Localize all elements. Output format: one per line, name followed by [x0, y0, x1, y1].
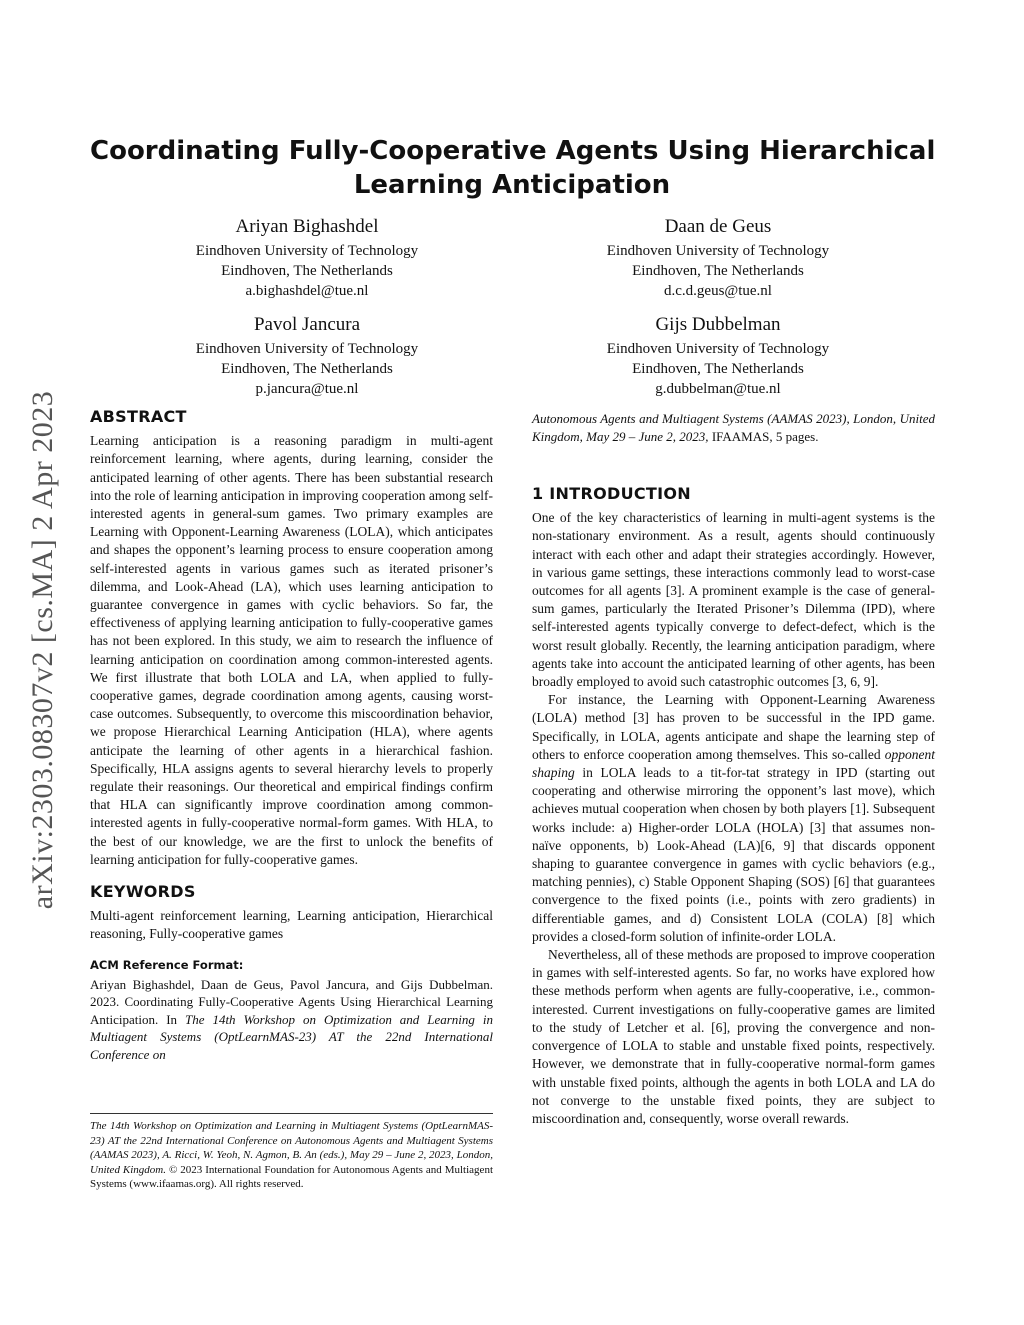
- footnote-divider: [90, 1113, 493, 1114]
- title-line-1: Coordinating Fully-Cooperative Agents Using Hierarchical: [90, 136, 936, 166]
- abstract-text: Learning anticipation is a reasoning paradigm in multi-agent reinforcement learning, where agents, during learning, consider the anticipated learning of other agents. There has been substantial research into the role of learning anticipation in improving cooperation among self-interested agents in general-sum games. Two primary examples are Learning with Opponent-Learning Awareness (LOLA), which anticipates and shapes the opponent’s learning process to ensure cooperation among self-interested agents in various games such as iterated prisoner’s dilemma, and Look-Ahead (LA), which uses learning anticipation to guarantee convergence in games with cyclic behaviors. So far, the effectiveness of applying learning anticipation to fully-cooperative games has not been explored. In this study, we aim to research the influence of learning anticipation on coordination among common-interested agents. We first illustrate that both LOLA and LA, when applied to fully-cooperative games, degrade coordination among agents, causing worst-case outcomes. Subsequently, to overcome this miscoordination behavior, we propose Hierarchical Learning Anticipation (HLA), where agents anticipate the learning of other agents in a hierarchical fashion. Specifically, HLA assigns agents to several hierarchy levels to properly regulate their reasonings. Our theoretical and empirical findings confirm that HLA can significantly improve coordination among common-interested agents in fully-cooperative normal-form games. With HLA, to the best of our knowledge, we are the first to unlock the benefits of learning anticipation for fully-cooperative games.: [90, 433, 493, 867]
- intro-p2-emphasis: opponent shaping: [532, 746, 935, 781]
- author-name: Ariyan Bighashdel: [235, 216, 379, 237]
- conference-note-venue: Autonomous Agents and Multiagent Systems (AAMAS 2023), London, United Kingdom, May 29 – June 2, 2023,: [532, 411, 935, 444]
- author-block-3: [147, 313, 467, 399]
- author-location: Eindhoven, The Netherlands: [632, 361, 804, 377]
- author-location: Eindhoven, The Netherlands: [221, 263, 393, 279]
- footnote-copyright: © 2023 International Foundation for Autonomous Agents and Multiagent Systems (www.ifaamas.org). All rights reserved.: [90, 1163, 493, 1190]
- author-block-2: [558, 215, 878, 301]
- author-email: p.jancura@tue.nl: [255, 381, 359, 397]
- author-email: g.dubbelman@tue.nl: [655, 381, 781, 397]
- abstract-heading: ABSTRACT: [90, 407, 187, 426]
- intro-paragraph-3: Nevertheless, all of these methods are proposed to improve cooperation in games with self-interested agents. So far, no works have explored how these methods perform when agents are fully-cooperative, i.e., common-interested. Current investigations on fully-cooperative games are limited to the study of Letcher et al. [6], proving the convergence and non-convergence of LOLA to stable and unstable fixed points, respectively. However, we demonstrate that in fully-cooperative normal-form games with unstable fixed points, although the agents in both LOLA and LA do not converge to the unstable fixed points, they are subject to miscoordination and, consequently, worse overall rewards.: [532, 947, 935, 1126]
- acm-reference-label: ACM Reference Format:: [90, 957, 244, 972]
- author-affiliation: Eindhoven University of Technology: [606, 243, 830, 259]
- author-location: Eindhoven, The Netherlands: [221, 361, 393, 377]
- introduction-heading: 1 INTRODUCTION: [532, 484, 691, 503]
- author-email: d.c.d.geus@tue.nl: [664, 283, 772, 299]
- keywords-section: [90, 883, 493, 944]
- author-location: Eindhoven, The Netherlands: [632, 263, 804, 279]
- author-block-1: [147, 215, 467, 301]
- author-affiliation: Eindhoven University of Technology: [606, 341, 830, 357]
- author-name: Gijs Dubbelman: [655, 314, 781, 335]
- right-column: [532, 410, 935, 1128]
- intro-p2-end: in LOLA leads to a tit-for-tat strategy in IPD (starting out cooperating and otherwise mirroring the opponent’s last move), which achieves mutual cooperation when chosen by both players [1]. Subsequent works include: a) Higher-order LOLA (HOLA) [3] that assumes non-naïve opponents, b) Look-Ahead (LA)[6, 9] that discards opponent shaping to guarantee convergence in games with cyclic behaviors (e.g., matching pennies), c) Stable Opponent Shaping (SOS) [6] that guarantees convergence to the fixed points (i.e., points with zero gradients) in differentiable games, and d) Consistent LOLA (COLA) [8] which provides a closed-form solution of infinite-order LOLA.: [532, 765, 935, 944]
- intro-paragraph-2: [532, 691, 935, 946]
- keywords-heading: KEYWORDS: [90, 882, 196, 902]
- author-affiliation: Eindhoven University of Technology: [195, 341, 419, 357]
- conference-note: [532, 410, 935, 445]
- acm-reference-plain: Ariyan Bighashdel, Daan de Geus, Pavol Jancura, and Gijs Dubbelman. 2023. Coordinating Fully-Cooperative Agents Using Hierarchical Learning Anticipation. In: [90, 976, 493, 1027]
- conference-note-pages: IFAAMAS, 5 pages.: [708, 428, 819, 444]
- author-affiliation: Eindhoven University of Technology: [195, 243, 419, 259]
- footnote-venue: The 14th Workshop on Optimization and Learning in Multiagent Systems (OptLearnMAS-23) AT the 22nd International Conference on Autonomous Agents and Multiagent Systems (AAMAS 2023), A. Ricci, W. Yeoh, N. Agmon, B. An (eds.), May 29 – June 2, 2023, London, United Kingdom.: [90, 1120, 493, 1176]
- keywords-text: Multi-agent reinforcement learning, Learning anticipation, Hierarchical reasoning, Fully-cooperative games: [90, 908, 493, 942]
- acm-reference-text: [90, 976, 493, 1064]
- author-name: Pavol Jancura: [253, 314, 361, 335]
- paper-title: [90, 134, 934, 202]
- author-email: a.bighashdel@tue.nl: [245, 283, 369, 299]
- title-line-2: Learning Anticipation: [353, 170, 671, 200]
- arxiv-identifier: arXiv:2303.08307v2 [cs.MA] 2 Apr 2023: [26, 390, 59, 910]
- acm-reference: [90, 956, 493, 1064]
- left-column: [90, 408, 493, 1063]
- intro-paragraph-1: One of the key characteristics of learning in multi-agent systems is the non-stationary environment. As a result, agents should continuously interact with each other and adapt their strategies accordingly. However, in various game settings, these interactions commonly lead to worst-case outcomes for all agents [3]. A prominent example is the case of general-sum games, particularly the Iterated Prisoner’s Dilemma (IPD), where self-interested agents typically converge to defect-defect, which is the worst result globally. Recently, the learning anticipation paradigm, where agents take into account the anticipated learning of other agents, has been broadly employed to avoid such catastrophic outcomes [3, 6, 9].: [532, 510, 935, 690]
- arxiv-sidebar: [20, 350, 66, 950]
- copyright-footnote: [90, 1119, 493, 1192]
- acm-reference-venue: The 14th Workshop on Optimization and Learning in Multiagent Systems (OptLearnMAS-23) AT the 22nd International Conference on: [90, 1011, 493, 1062]
- intro-p2-start: For instance, the Learning with Opponent-Learning Awareness (LOLA) method [3] has proven to be successful in the IPD game. Specifically, in LOLA, agents anticipate and shape the learning step of others to enforce cooperation among themselves. This so-called: [532, 692, 935, 762]
- author-block-4: [558, 313, 878, 399]
- author-name: Daan de Geus: [664, 216, 772, 237]
